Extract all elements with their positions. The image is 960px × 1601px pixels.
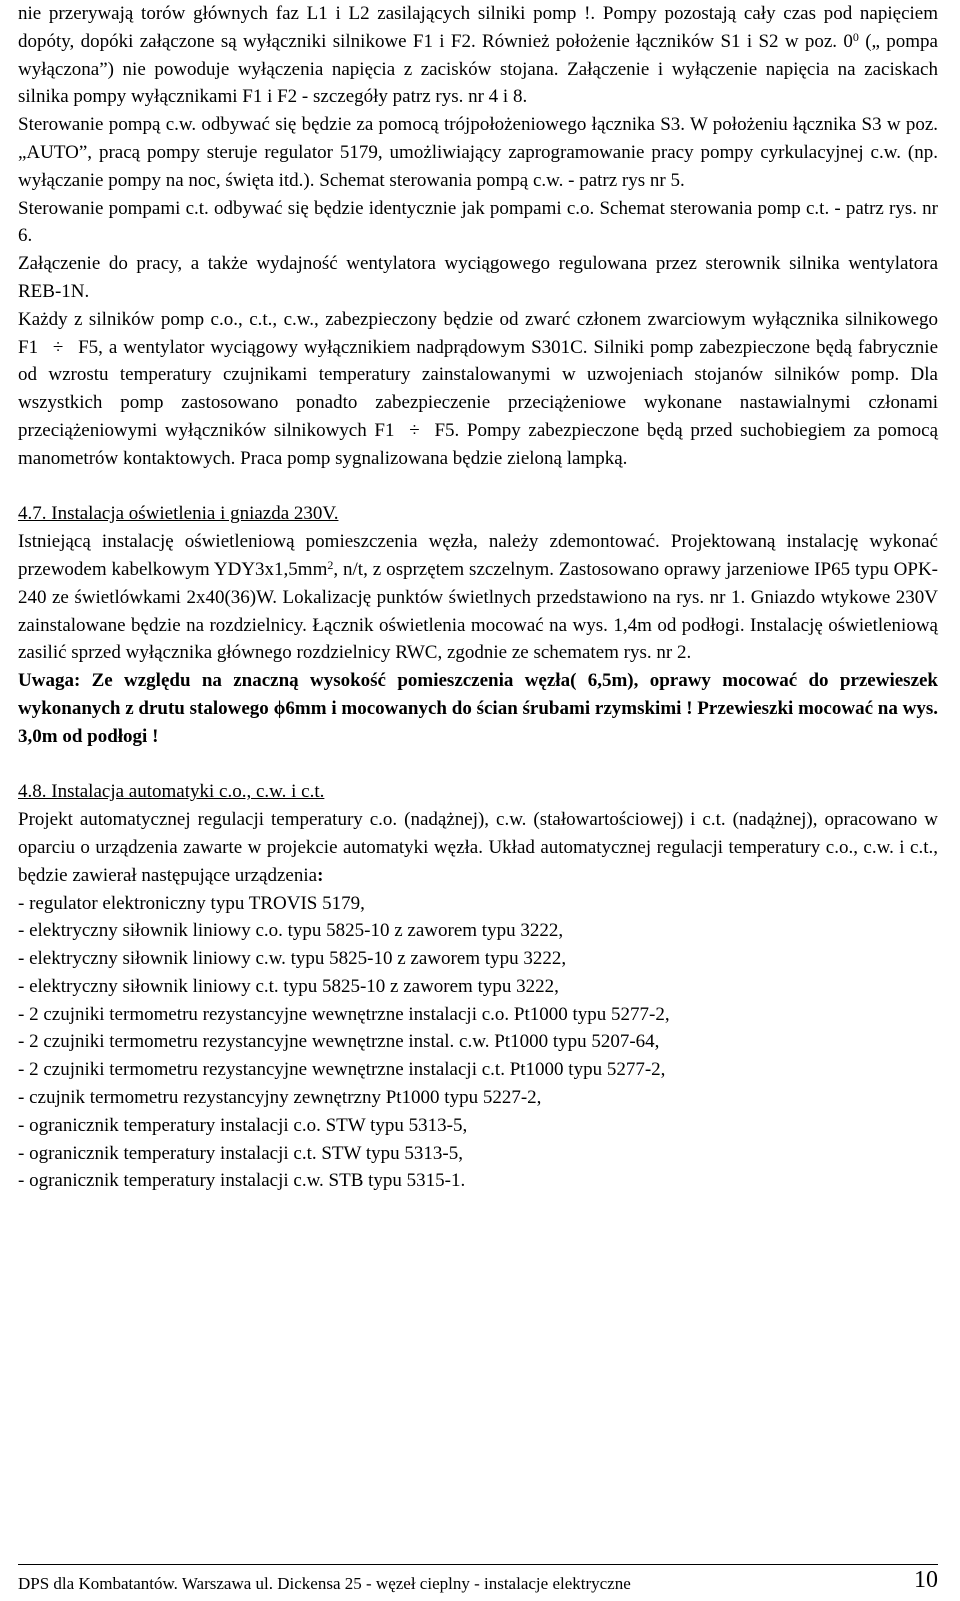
paragraph-text: („ pompa wyłączona”) nie powoduje wyłączenia napięcia z zacisków stojana. Załączenie i wyłączenie napięcia na zaciskach silnika pompy wyłącznikami F1 i F2 - szczegóły patrz rys. nr 4 i 8. — [18, 30, 938, 108]
range-sign: ÷ — [52, 336, 64, 358]
list-item: - ogranicznik temperatury instalacji c.w. STB typu 5315-1. — [18, 1170, 466, 1192]
page-footer — [18, 1564, 938, 1593]
superscript: 0 — [852, 29, 859, 44]
paragraph-pump-supply — [18, 0, 938, 111]
spacer — [18, 751, 938, 779]
footer-text: DPS dla Kombatantów. Warszawa ul. Dickensa 25 - węzeł cieplny - instalacje elektryczne — [18, 1574, 631, 1593]
list-item: - elektryczny siłownik liniowy c.o. typu 5825-10 z zaworem typu 3222, — [18, 920, 564, 942]
paragraph-text: F5. Pompy zabezpieczone będą przed suchobiegiem za pomocą manometrów kontaktowych. Praca pomp sygnalizowana będzie zieloną lampką. — [18, 419, 939, 469]
paragraph-text: Projekt automatycznej regulacji temperatury c.o. (nadążnej), c.w. (stałowartościowej) i c.t. (nadążnej), opracowano w oparciu o urządzenia zawarte w projekcie automatyki węzła. Układ automatycznej regulacji temperatury c.o., c.w. i c.t., będzie zawierał następujące urządzenia — [18, 809, 938, 886]
list-item: - 2 czujniki termometru rezystancyjne wewnętrzne instal. c.w. Pt1000 typu 5207-64, — [18, 1031, 660, 1053]
section-heading-automation: 4.8. Instalacja automatyki c.o., c.w. i c.t. — [18, 781, 325, 803]
paragraph-motor-protection — [18, 306, 938, 473]
device-list — [18, 890, 938, 1196]
paragraph-text: , n/t, z osprzętem szczelnym. Zastosowano oprawy jarzeniowe IP65 typu OPK-240 ze świetlówkami 2x40(36)W. Lokalizację punktów świetlnych przedstawiono na rys. nr 1. Gniazdo wtykowe 230V zainstalowane będzie na rozdzielnicy. Łącznik oświetlenia mocować na wys. 1,4m od podłogi. Instalację oświetleniową zasilić sprzed wyłącznika głównego rozdzielnicy RWC, zgodnie ze schematem rys. nr 2. — [18, 558, 939, 664]
superscript: 2 — [327, 557, 334, 572]
paragraph-text: Istniejącą instalację oświetleniową pomieszczenia węzła, należy zdemontować. Projektowaną instalację wykonać przewodem kabelkowym YDY3x1,5mm — [18, 531, 938, 580]
list-item: - elektryczny siłownik liniowy c.w. typu 5825-10 z zaworem typu 3222, — [18, 948, 567, 970]
list-item: - regulator elektroniczny typu TROVIS 5179, — [18, 892, 365, 914]
paragraph-text: nie przerywają torów głównych faz L1 i L2 zasilających silniki pomp !. Pompy pozostają cały czas pod napięciem dopóty, dopóki załączone są wyłączniki silnikowe F1 i F2. Również położenie łączników S1 i S2 w poz. 0 — [18, 3, 938, 52]
list-item: - 2 czujniki termometru rezystancyjne wewnętrzne instalacji c.t. Pt1000 typu 5277-2, — [18, 1059, 666, 1081]
range-sign: ÷ — [409, 419, 420, 441]
list-item: - elektryczny siłownik liniowy c.t. typu 5825-10 z zaworem typu 3222, — [18, 975, 559, 997]
paragraph-automation-intro — [18, 806, 938, 889]
list-item: - 2 czujniki termometru rezystancyjne wewnętrzne instalacji c.o. Pt1000 typu 5277-2, — [18, 1003, 670, 1025]
list-item: - ogranicznik temperatury instalacji c.t. STW typu 5313-5, — [18, 1142, 463, 1164]
paragraph-cw-pump-control: Sterowanie pompą c.w. odbywać się będzie za pomocą trójpołożeniowego łącznika S3. W położeniu łącznika S3 w poz. „AUTO”, pracą pompy steruje regulator 5179, umożliwiający zaprogramowanie pracy pompy cyrkulacyjnej c.w. (np. wyłączanie pompy na noc, święta itd.). Schemat sterowania pompą c.w. - patrz rys nr 5. — [18, 114, 938, 191]
paragraph-lighting — [18, 528, 938, 667]
paragraph-text: Każdy z silników pomp c.o., c.t., c.w., zabezpieczony będzie od zwarć członem zwarciowym wyłącznika silnikowego F1 — [18, 308, 938, 358]
paragraph-text: F5, a wentylator wyciągowy wyłącznikiem nadprądowym S301C. Silniki pomp zabezpieczone będą fabrycznie od wzrostu temperatury czujnikami temperatury zainstalowanymi w uzwojeniach stojanów silników pomp. Dla wszystkich pomp zastosowano ponadto zabezpieczenie przeciążeniowe wykonane nastawialnymi członami przeciążeniowymi wyłączników silnikowych F1 — [18, 336, 938, 441]
document-body — [18, 0, 938, 1195]
spacer — [18, 473, 938, 501]
paragraph-fan-control: Załączenie do pracy, a także wydajność wentylatora wyciągowego regulowana przez sterownik silnika wentylatora REB-1N. — [18, 253, 938, 302]
section-heading-lighting: 4.7. Instalacja oświetlenia i gniazda 230V. — [18, 503, 339, 525]
page-number: 10 — [914, 1567, 938, 1593]
list-item: - czujnik termometru rezystancyjny zewnętrzny Pt1000 typu 5227-2, — [18, 1087, 542, 1109]
paragraph-ct-pump-control: Sterowanie pompami c.t. odbywać się będzie identycznie jak pompami c.o. Schemat sterowania pomp c.t. - patrz rys. nr 6. — [18, 197, 938, 247]
list-item: - ogranicznik temperatury instalacji c.o. STW typu 5313-5, — [18, 1114, 468, 1136]
warning-note: Uwaga: Ze względu na znaczną wysokość pomieszczenia węzła( 6,5m), oprawy mocować do przewieszek wykonanych z drutu stalowego ϕ6mm i mocowanych do ścian śrubami rzymskimi ! Przewieszki mocować na wys. 3,0m od podłogi ! — [18, 670, 938, 747]
colon: : — [317, 864, 324, 886]
